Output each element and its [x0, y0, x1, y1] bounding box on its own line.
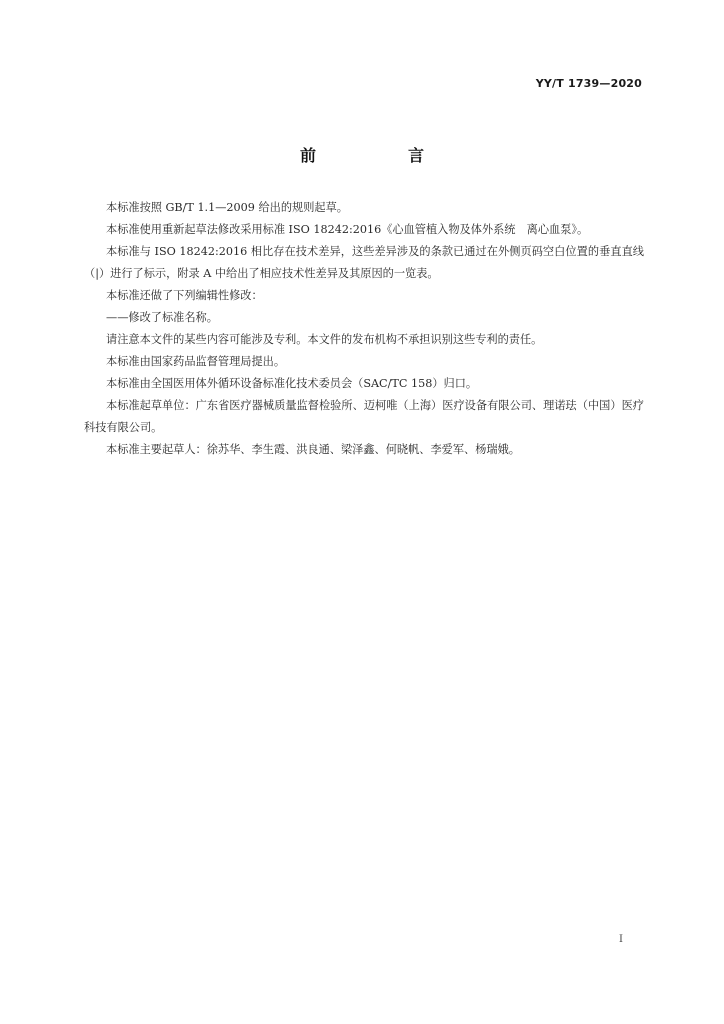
paragraph-name-change: ——修改了标准名称。	[106, 311, 218, 324]
paragraph-technical-differences: 本标准与 ISO 18242:2016 相比存在技术差异，这些差异涉及的条款已通过在外侧页码空白位置的垂直直线（|）进行了标示，附录 A 中给出了相应技术性差异及其原因的一览表。	[84, 245, 644, 280]
page-number: I	[619, 934, 623, 945]
paragraph-adoption-method: 本标准使用重新起草法修改采用标准 ISO 18242:2016《心血管植入物及体外系统 离心血泵》。	[106, 223, 589, 236]
paragraph-drafting-units: 本标准起草单位：广东省医疗器械质量监督检验所、迈柯唯（上海）医疗设备有限公司、理诺珐（中国）医疗科技有限公司。	[84, 399, 644, 434]
paragraph-drafting-rules: 本标准按照 GB/T 1.1—2009 给出的规则起草。	[106, 201, 348, 214]
paragraph-drafters: 本标准主要起草人：徐苏华、李生霞、洪良通、梁泽鑫、何晓帆、李爱军、杨瑞娥。	[106, 443, 520, 456]
paragraph-patent-notice: 请注意本文件的某些内容可能涉及专利。本文件的发布机构不承担识别这些专利的责任。	[106, 333, 543, 346]
paragraph-proposer: 本标准由国家药品监督管理局提出。	[106, 355, 286, 368]
foreword-body	[84, 197, 644, 461]
standard-code: YY/T 1739—2020	[535, 77, 642, 90]
paragraph-committee: 本标准由全国医用体外循环设备标准化技术委员会（SAC/TC 158）归口。	[106, 377, 478, 390]
page-title: 前 言	[299, 146, 462, 165]
paragraph-editorial-changes: 本标准还做了下列编辑性修改：	[106, 289, 263, 302]
